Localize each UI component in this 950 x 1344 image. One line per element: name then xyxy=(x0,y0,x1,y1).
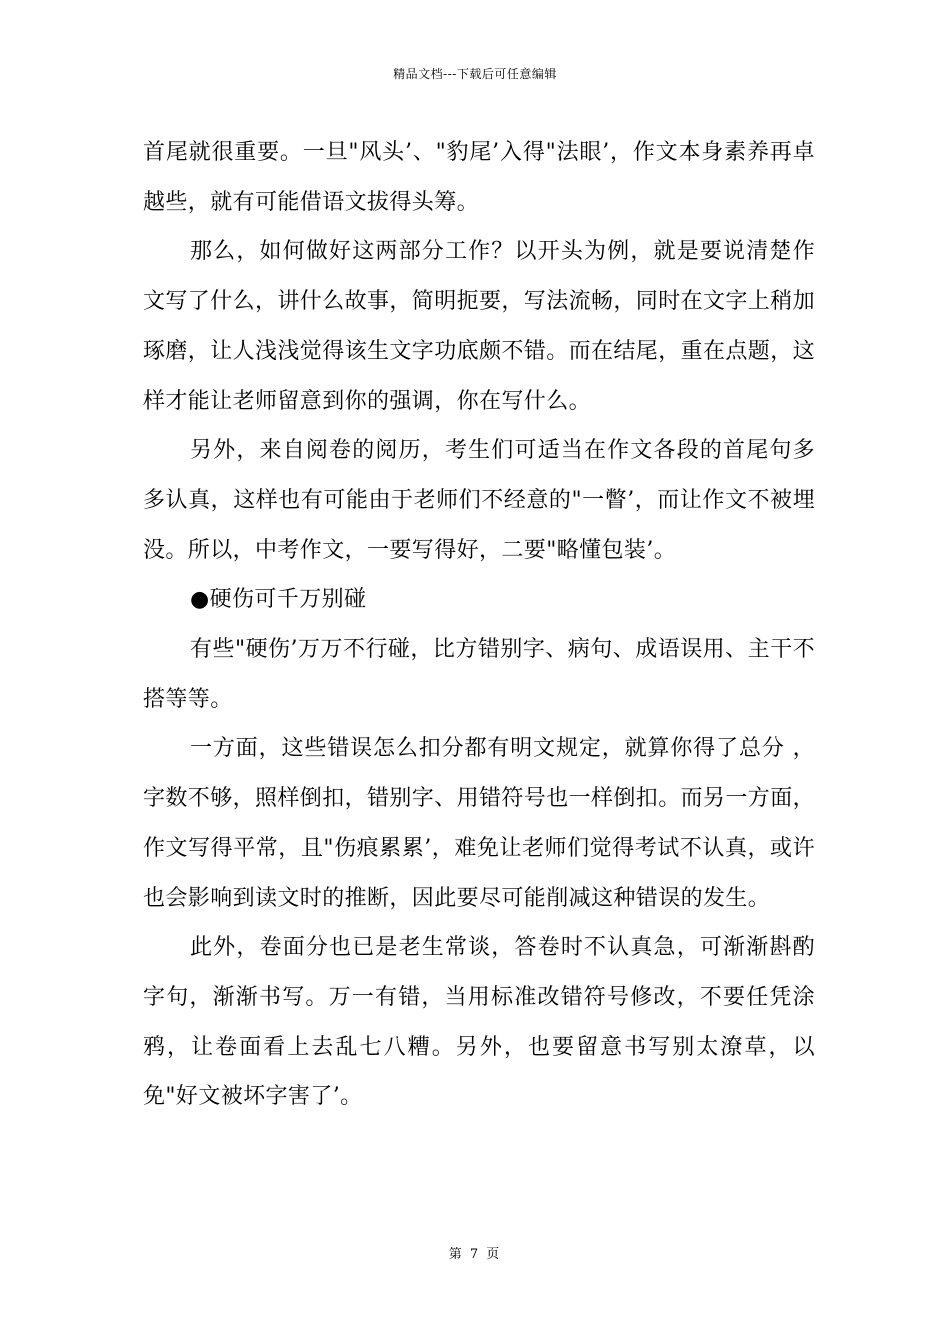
paragraph-5: 有些"硬伤’万万不行碰，比方错别字、病句、成语误用、主干不搭等等。 xyxy=(143,637,815,712)
paragraph-1: 首尾就很重要。一旦"风头’、"豹尾’入得"法眼’，作文本身素养再卓越些，就有可能借语文拔得头筹。 xyxy=(143,140,815,215)
page-number: 第 7 页 xyxy=(448,1247,502,1262)
paragraph-7: 此外，卷面分也已是老生常谈，答卷时不认真急，可渐渐斟酌字句，渐渐书写。万一有错，当用标准改错符号修改，不要任凭涂鸦，让卷面看上去乱七八糟。另外，也要留意书写别太潦草，以免"好文被坏字害了’。 xyxy=(143,935,815,1110)
paragraph-6: 一方面，这些错误怎么扣分都有明文规定，就算你得了总分 ，字数不够，照样倒扣，错别字、用错符号也一样倒扣。而另一方面，作文写得平常，且"伤痕累累’，难免让老师们觉得考试不认真，或许也会影响到读文时的推断，因此要尽可能削减这种错误的发生。 xyxy=(143,736,816,911)
paragraph-2: 那么，如何做好这两部分工作？以开头为例，就是要说清楚作文写了什么，讲什么故事，简明扼要，写法流畅，同时在文字上稍加琢磨，让人浅浅觉得该生文字功底颇不错。而在结尾，重在点题，这样才能让老师留意到你的强调，你在写什么。 xyxy=(143,239,816,414)
section-heading: ●硬伤可千万别碰 xyxy=(190,587,367,613)
article-body xyxy=(143,128,815,1122)
page-header: 精品文档---下载后可任意编辑 xyxy=(393,67,557,81)
paragraph-3: 另外，来自阅卷的阅历，考生们可适当在作文各段的首尾句多多认真，这样也有可能由于老师们不经意的"一瞥’，而让作文不被埋没。所以，中考作文，一要写得好，二要"略懂包装’。 xyxy=(143,438,815,563)
